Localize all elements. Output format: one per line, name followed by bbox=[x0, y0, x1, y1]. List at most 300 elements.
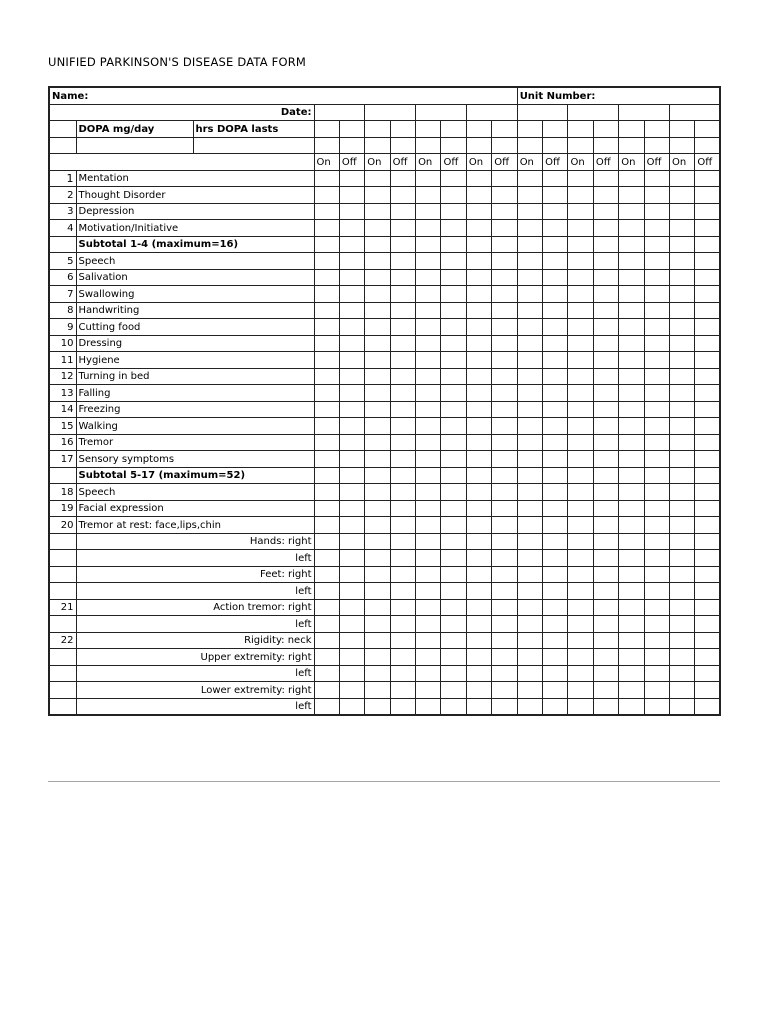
score-cell[interactable] bbox=[466, 533, 491, 550]
score-cell[interactable] bbox=[619, 517, 644, 534]
score-cell[interactable] bbox=[517, 550, 542, 567]
score-cell[interactable] bbox=[416, 253, 441, 270]
score-cell[interactable] bbox=[543, 368, 568, 385]
score-cell[interactable] bbox=[441, 500, 466, 517]
score-cell[interactable] bbox=[593, 682, 618, 699]
score-cell[interactable] bbox=[492, 385, 517, 402]
score-cell[interactable] bbox=[441, 286, 466, 303]
score-cell[interactable] bbox=[568, 616, 593, 633]
score-cell[interactable] bbox=[619, 500, 644, 517]
score-cell[interactable] bbox=[695, 352, 720, 369]
score-cell[interactable] bbox=[593, 550, 618, 567]
score-cell[interactable] bbox=[314, 418, 339, 435]
score-cell[interactable] bbox=[492, 302, 517, 319]
grid-cell[interactable] bbox=[339, 121, 364, 138]
grid-cell[interactable] bbox=[390, 137, 415, 154]
score-cell[interactable] bbox=[593, 698, 618, 715]
score-cell[interactable] bbox=[416, 616, 441, 633]
score-cell[interactable] bbox=[593, 566, 618, 583]
score-cell[interactable] bbox=[492, 665, 517, 682]
score-cell[interactable] bbox=[619, 665, 644, 682]
grid-cell[interactable] bbox=[339, 137, 364, 154]
score-cell[interactable] bbox=[543, 632, 568, 649]
score-cell[interactable] bbox=[339, 500, 364, 517]
score-cell[interactable] bbox=[644, 220, 669, 237]
date-field[interactable] bbox=[416, 104, 467, 121]
score-cell[interactable] bbox=[568, 302, 593, 319]
score-cell[interactable] bbox=[644, 319, 669, 336]
score-cell[interactable] bbox=[390, 170, 415, 187]
score-cell[interactable] bbox=[416, 203, 441, 220]
score-cell[interactable] bbox=[314, 302, 339, 319]
score-cell[interactable] bbox=[492, 632, 517, 649]
score-cell[interactable] bbox=[517, 665, 542, 682]
score-cell[interactable] bbox=[543, 616, 568, 633]
score-cell[interactable] bbox=[670, 484, 695, 501]
score-cell[interactable] bbox=[492, 253, 517, 270]
score-cell[interactable] bbox=[670, 632, 695, 649]
score-cell[interactable] bbox=[390, 500, 415, 517]
score-cell[interactable] bbox=[568, 203, 593, 220]
grid-cell[interactable] bbox=[492, 137, 517, 154]
score-cell[interactable] bbox=[466, 269, 491, 286]
score-cell[interactable] bbox=[441, 484, 466, 501]
score-cell[interactable] bbox=[492, 451, 517, 468]
score-cell[interactable] bbox=[365, 616, 390, 633]
score-cell[interactable] bbox=[441, 533, 466, 550]
score-cell[interactable] bbox=[365, 467, 390, 484]
score-cell[interactable] bbox=[568, 170, 593, 187]
score-cell[interactable] bbox=[441, 269, 466, 286]
score-cell[interactable] bbox=[644, 451, 669, 468]
score-cell[interactable] bbox=[593, 368, 618, 385]
score-cell[interactable] bbox=[390, 665, 415, 682]
score-cell[interactable] bbox=[695, 451, 720, 468]
score-cell[interactable] bbox=[568, 566, 593, 583]
score-cell[interactable] bbox=[365, 352, 390, 369]
grid-cell[interactable] bbox=[695, 121, 720, 138]
score-cell[interactable] bbox=[619, 401, 644, 418]
score-cell[interactable] bbox=[517, 517, 542, 534]
score-cell[interactable] bbox=[644, 517, 669, 534]
score-cell[interactable] bbox=[441, 566, 466, 583]
score-cell[interactable] bbox=[441, 550, 466, 567]
score-cell[interactable] bbox=[492, 401, 517, 418]
score-cell[interactable] bbox=[517, 368, 542, 385]
score-cell[interactable] bbox=[619, 203, 644, 220]
score-cell[interactable] bbox=[492, 434, 517, 451]
score-cell[interactable] bbox=[365, 418, 390, 435]
score-cell[interactable] bbox=[416, 335, 441, 352]
score-cell[interactable] bbox=[619, 170, 644, 187]
score-cell[interactable] bbox=[314, 253, 339, 270]
score-cell[interactable] bbox=[390, 599, 415, 616]
score-cell[interactable] bbox=[670, 319, 695, 336]
score-cell[interactable] bbox=[390, 401, 415, 418]
score-cell[interactable] bbox=[619, 533, 644, 550]
score-cell[interactable] bbox=[441, 517, 466, 534]
score-cell[interactable] bbox=[416, 599, 441, 616]
score-cell[interactable] bbox=[543, 649, 568, 666]
score-cell[interactable] bbox=[314, 236, 339, 253]
score-cell[interactable] bbox=[492, 616, 517, 633]
score-cell[interactable] bbox=[568, 484, 593, 501]
score-cell[interactable] bbox=[644, 203, 669, 220]
score-cell[interactable] bbox=[517, 599, 542, 616]
score-cell[interactable] bbox=[543, 583, 568, 600]
score-cell[interactable] bbox=[466, 286, 491, 303]
score-cell[interactable] bbox=[390, 682, 415, 699]
score-cell[interactable] bbox=[568, 500, 593, 517]
grid-cell[interactable] bbox=[390, 121, 415, 138]
score-cell[interactable] bbox=[543, 187, 568, 204]
score-cell[interactable] bbox=[390, 286, 415, 303]
score-cell[interactable] bbox=[416, 368, 441, 385]
score-cell[interactable] bbox=[670, 583, 695, 600]
score-cell[interactable] bbox=[339, 368, 364, 385]
score-cell[interactable] bbox=[670, 203, 695, 220]
score-cell[interactable] bbox=[365, 583, 390, 600]
score-cell[interactable] bbox=[695, 418, 720, 435]
score-cell[interactable] bbox=[517, 170, 542, 187]
score-cell[interactable] bbox=[365, 220, 390, 237]
score-cell[interactable] bbox=[568, 352, 593, 369]
score-cell[interactable] bbox=[695, 467, 720, 484]
score-cell[interactable] bbox=[644, 467, 669, 484]
score-cell[interactable] bbox=[441, 170, 466, 187]
score-cell[interactable] bbox=[670, 533, 695, 550]
grid-cell[interactable] bbox=[568, 137, 593, 154]
score-cell[interactable] bbox=[314, 467, 339, 484]
score-cell[interactable] bbox=[466, 203, 491, 220]
score-cell[interactable] bbox=[670, 269, 695, 286]
grid-cell[interactable] bbox=[314, 121, 339, 138]
score-cell[interactable] bbox=[492, 418, 517, 435]
score-cell[interactable] bbox=[365, 170, 390, 187]
score-cell[interactable] bbox=[492, 335, 517, 352]
score-cell[interactable] bbox=[339, 236, 364, 253]
score-cell[interactable] bbox=[644, 566, 669, 583]
score-cell[interactable] bbox=[695, 385, 720, 402]
score-cell[interactable] bbox=[695, 583, 720, 600]
score-cell[interactable] bbox=[619, 220, 644, 237]
score-cell[interactable] bbox=[390, 583, 415, 600]
score-cell[interactable] bbox=[390, 632, 415, 649]
score-cell[interactable] bbox=[670, 467, 695, 484]
grid-cell[interactable] bbox=[644, 121, 669, 138]
score-cell[interactable] bbox=[390, 269, 415, 286]
grid-cell[interactable] bbox=[314, 137, 339, 154]
score-cell[interactable] bbox=[517, 533, 542, 550]
score-cell[interactable] bbox=[644, 665, 669, 682]
score-cell[interactable] bbox=[670, 616, 695, 633]
score-cell[interactable] bbox=[416, 269, 441, 286]
score-cell[interactable] bbox=[619, 286, 644, 303]
score-cell[interactable] bbox=[593, 583, 618, 600]
score-cell[interactable] bbox=[619, 269, 644, 286]
score-cell[interactable] bbox=[339, 187, 364, 204]
score-cell[interactable] bbox=[670, 385, 695, 402]
score-cell[interactable] bbox=[365, 533, 390, 550]
name-field[interactable] bbox=[49, 87, 517, 104]
score-cell[interactable] bbox=[466, 170, 491, 187]
score-cell[interactable] bbox=[593, 632, 618, 649]
score-cell[interactable] bbox=[466, 302, 491, 319]
score-cell[interactable] bbox=[416, 649, 441, 666]
score-cell[interactable] bbox=[416, 583, 441, 600]
score-cell[interactable] bbox=[593, 352, 618, 369]
score-cell[interactable] bbox=[339, 566, 364, 583]
score-cell[interactable] bbox=[466, 616, 491, 633]
score-cell[interactable] bbox=[543, 682, 568, 699]
score-cell[interactable] bbox=[416, 500, 441, 517]
score-cell[interactable] bbox=[365, 599, 390, 616]
score-cell[interactable] bbox=[339, 616, 364, 633]
score-cell[interactable] bbox=[441, 467, 466, 484]
score-cell[interactable] bbox=[695, 566, 720, 583]
score-cell[interactable] bbox=[390, 352, 415, 369]
score-cell[interactable] bbox=[670, 566, 695, 583]
score-cell[interactable] bbox=[517, 467, 542, 484]
hrs-dopa-value[interactable] bbox=[193, 137, 314, 154]
score-cell[interactable] bbox=[365, 269, 390, 286]
score-cell[interactable] bbox=[517, 236, 542, 253]
grid-cell[interactable] bbox=[670, 137, 695, 154]
grid-cell[interactable] bbox=[492, 121, 517, 138]
score-cell[interactable] bbox=[593, 319, 618, 336]
score-cell[interactable] bbox=[466, 632, 491, 649]
score-cell[interactable] bbox=[339, 550, 364, 567]
score-cell[interactable] bbox=[339, 335, 364, 352]
date-field[interactable] bbox=[466, 104, 517, 121]
score-cell[interactable] bbox=[492, 352, 517, 369]
score-cell[interactable] bbox=[492, 319, 517, 336]
score-cell[interactable] bbox=[695, 665, 720, 682]
score-cell[interactable] bbox=[568, 550, 593, 567]
score-cell[interactable] bbox=[670, 220, 695, 237]
score-cell[interactable] bbox=[390, 253, 415, 270]
score-cell[interactable] bbox=[543, 302, 568, 319]
score-cell[interactable] bbox=[339, 319, 364, 336]
score-cell[interactable] bbox=[695, 401, 720, 418]
score-cell[interactable] bbox=[492, 467, 517, 484]
score-cell[interactable] bbox=[517, 434, 542, 451]
score-cell[interactable] bbox=[466, 236, 491, 253]
score-cell[interactable] bbox=[670, 649, 695, 666]
score-cell[interactable] bbox=[339, 682, 364, 699]
score-cell[interactable] bbox=[365, 385, 390, 402]
score-cell[interactable] bbox=[390, 368, 415, 385]
score-cell[interactable] bbox=[314, 286, 339, 303]
score-cell[interactable] bbox=[543, 599, 568, 616]
score-cell[interactable] bbox=[441, 599, 466, 616]
score-cell[interactable] bbox=[390, 236, 415, 253]
score-cell[interactable] bbox=[644, 335, 669, 352]
grid-cell[interactable] bbox=[517, 137, 542, 154]
score-cell[interactable] bbox=[365, 203, 390, 220]
score-cell[interactable] bbox=[466, 484, 491, 501]
score-cell[interactable] bbox=[314, 451, 339, 468]
score-cell[interactable] bbox=[644, 434, 669, 451]
score-cell[interactable] bbox=[441, 665, 466, 682]
score-cell[interactable] bbox=[543, 418, 568, 435]
score-cell[interactable] bbox=[466, 335, 491, 352]
score-cell[interactable] bbox=[416, 682, 441, 699]
score-cell[interactable] bbox=[365, 368, 390, 385]
score-cell[interactable] bbox=[619, 385, 644, 402]
score-cell[interactable] bbox=[593, 187, 618, 204]
grid-cell[interactable] bbox=[466, 121, 491, 138]
score-cell[interactable] bbox=[441, 352, 466, 369]
score-cell[interactable] bbox=[466, 368, 491, 385]
score-cell[interactable] bbox=[390, 649, 415, 666]
score-cell[interactable] bbox=[390, 566, 415, 583]
score-cell[interactable] bbox=[619, 236, 644, 253]
score-cell[interactable] bbox=[517, 187, 542, 204]
score-cell[interactable] bbox=[365, 319, 390, 336]
score-cell[interactable] bbox=[670, 517, 695, 534]
dopa-mg-value[interactable] bbox=[76, 137, 193, 154]
score-cell[interactable] bbox=[695, 599, 720, 616]
score-cell[interactable] bbox=[517, 253, 542, 270]
score-cell[interactable] bbox=[466, 566, 491, 583]
score-cell[interactable] bbox=[314, 220, 339, 237]
score-cell[interactable] bbox=[441, 649, 466, 666]
score-cell[interactable] bbox=[568, 583, 593, 600]
score-cell[interactable] bbox=[441, 187, 466, 204]
score-cell[interactable] bbox=[314, 632, 339, 649]
score-cell[interactable] bbox=[365, 401, 390, 418]
date-field[interactable] bbox=[670, 104, 721, 121]
score-cell[interactable] bbox=[314, 566, 339, 583]
score-cell[interactable] bbox=[593, 302, 618, 319]
score-cell[interactable] bbox=[644, 698, 669, 715]
score-cell[interactable] bbox=[695, 649, 720, 666]
score-cell[interactable] bbox=[695, 368, 720, 385]
score-cell[interactable] bbox=[314, 187, 339, 204]
grid-cell[interactable] bbox=[619, 121, 644, 138]
score-cell[interactable] bbox=[593, 599, 618, 616]
score-cell[interactable] bbox=[644, 632, 669, 649]
grid-cell[interactable] bbox=[543, 121, 568, 138]
score-cell[interactable] bbox=[390, 302, 415, 319]
score-cell[interactable] bbox=[416, 302, 441, 319]
score-cell[interactable] bbox=[441, 616, 466, 633]
score-cell[interactable] bbox=[593, 236, 618, 253]
score-cell[interactable] bbox=[466, 550, 491, 567]
score-cell[interactable] bbox=[543, 286, 568, 303]
score-cell[interactable] bbox=[695, 517, 720, 534]
score-cell[interactable] bbox=[314, 203, 339, 220]
score-cell[interactable] bbox=[543, 467, 568, 484]
score-cell[interactable] bbox=[543, 401, 568, 418]
score-cell[interactable] bbox=[365, 236, 390, 253]
score-cell[interactable] bbox=[543, 500, 568, 517]
score-cell[interactable] bbox=[517, 286, 542, 303]
score-cell[interactable] bbox=[441, 451, 466, 468]
score-cell[interactable] bbox=[441, 434, 466, 451]
unit-number-field[interactable] bbox=[517, 87, 720, 104]
score-cell[interactable] bbox=[466, 500, 491, 517]
score-cell[interactable] bbox=[670, 236, 695, 253]
score-cell[interactable] bbox=[568, 682, 593, 699]
score-cell[interactable] bbox=[441, 418, 466, 435]
score-cell[interactable] bbox=[441, 220, 466, 237]
score-cell[interactable] bbox=[619, 302, 644, 319]
score-cell[interactable] bbox=[314, 385, 339, 402]
score-cell[interactable] bbox=[314, 616, 339, 633]
score-cell[interactable] bbox=[390, 698, 415, 715]
score-cell[interactable] bbox=[517, 335, 542, 352]
score-cell[interactable] bbox=[593, 401, 618, 418]
score-cell[interactable] bbox=[492, 269, 517, 286]
score-cell[interactable] bbox=[644, 385, 669, 402]
grid-cell[interactable] bbox=[416, 137, 441, 154]
score-cell[interactable] bbox=[670, 170, 695, 187]
score-cell[interactable] bbox=[339, 170, 364, 187]
score-cell[interactable] bbox=[593, 517, 618, 534]
score-cell[interactable] bbox=[619, 319, 644, 336]
score-cell[interactable] bbox=[339, 385, 364, 402]
score-cell[interactable] bbox=[593, 385, 618, 402]
score-cell[interactable] bbox=[670, 335, 695, 352]
score-cell[interactable] bbox=[695, 319, 720, 336]
score-cell[interactable] bbox=[543, 484, 568, 501]
score-cell[interactable] bbox=[365, 286, 390, 303]
date-field[interactable] bbox=[517, 104, 568, 121]
score-cell[interactable] bbox=[670, 698, 695, 715]
score-cell[interactable] bbox=[670, 500, 695, 517]
score-cell[interactable] bbox=[568, 385, 593, 402]
score-cell[interactable] bbox=[517, 566, 542, 583]
score-cell[interactable] bbox=[492, 484, 517, 501]
score-cell[interactable] bbox=[492, 286, 517, 303]
score-cell[interactable] bbox=[670, 434, 695, 451]
score-cell[interactable] bbox=[314, 500, 339, 517]
score-cell[interactable] bbox=[466, 187, 491, 204]
score-cell[interactable] bbox=[543, 335, 568, 352]
score-cell[interactable] bbox=[644, 599, 669, 616]
score-cell[interactable] bbox=[441, 401, 466, 418]
score-cell[interactable] bbox=[416, 352, 441, 369]
score-cell[interactable] bbox=[492, 566, 517, 583]
score-cell[interactable] bbox=[339, 203, 364, 220]
score-cell[interactable] bbox=[466, 698, 491, 715]
score-cell[interactable] bbox=[644, 187, 669, 204]
grid-cell[interactable] bbox=[670, 121, 695, 138]
score-cell[interactable] bbox=[543, 269, 568, 286]
score-cell[interactable] bbox=[644, 649, 669, 666]
score-cell[interactable] bbox=[339, 649, 364, 666]
score-cell[interactable] bbox=[441, 632, 466, 649]
score-cell[interactable] bbox=[441, 302, 466, 319]
score-cell[interactable] bbox=[670, 682, 695, 699]
score-cell[interactable] bbox=[695, 484, 720, 501]
score-cell[interactable] bbox=[543, 566, 568, 583]
score-cell[interactable] bbox=[339, 533, 364, 550]
grid-cell[interactable] bbox=[543, 137, 568, 154]
score-cell[interactable] bbox=[593, 467, 618, 484]
score-cell[interactable] bbox=[339, 484, 364, 501]
grid-cell[interactable] bbox=[644, 137, 669, 154]
score-cell[interactable] bbox=[365, 335, 390, 352]
score-cell[interactable] bbox=[314, 533, 339, 550]
score-cell[interactable] bbox=[568, 286, 593, 303]
grid-cell[interactable] bbox=[365, 121, 390, 138]
score-cell[interactable] bbox=[416, 187, 441, 204]
date-field[interactable] bbox=[365, 104, 416, 121]
score-cell[interactable] bbox=[695, 220, 720, 237]
